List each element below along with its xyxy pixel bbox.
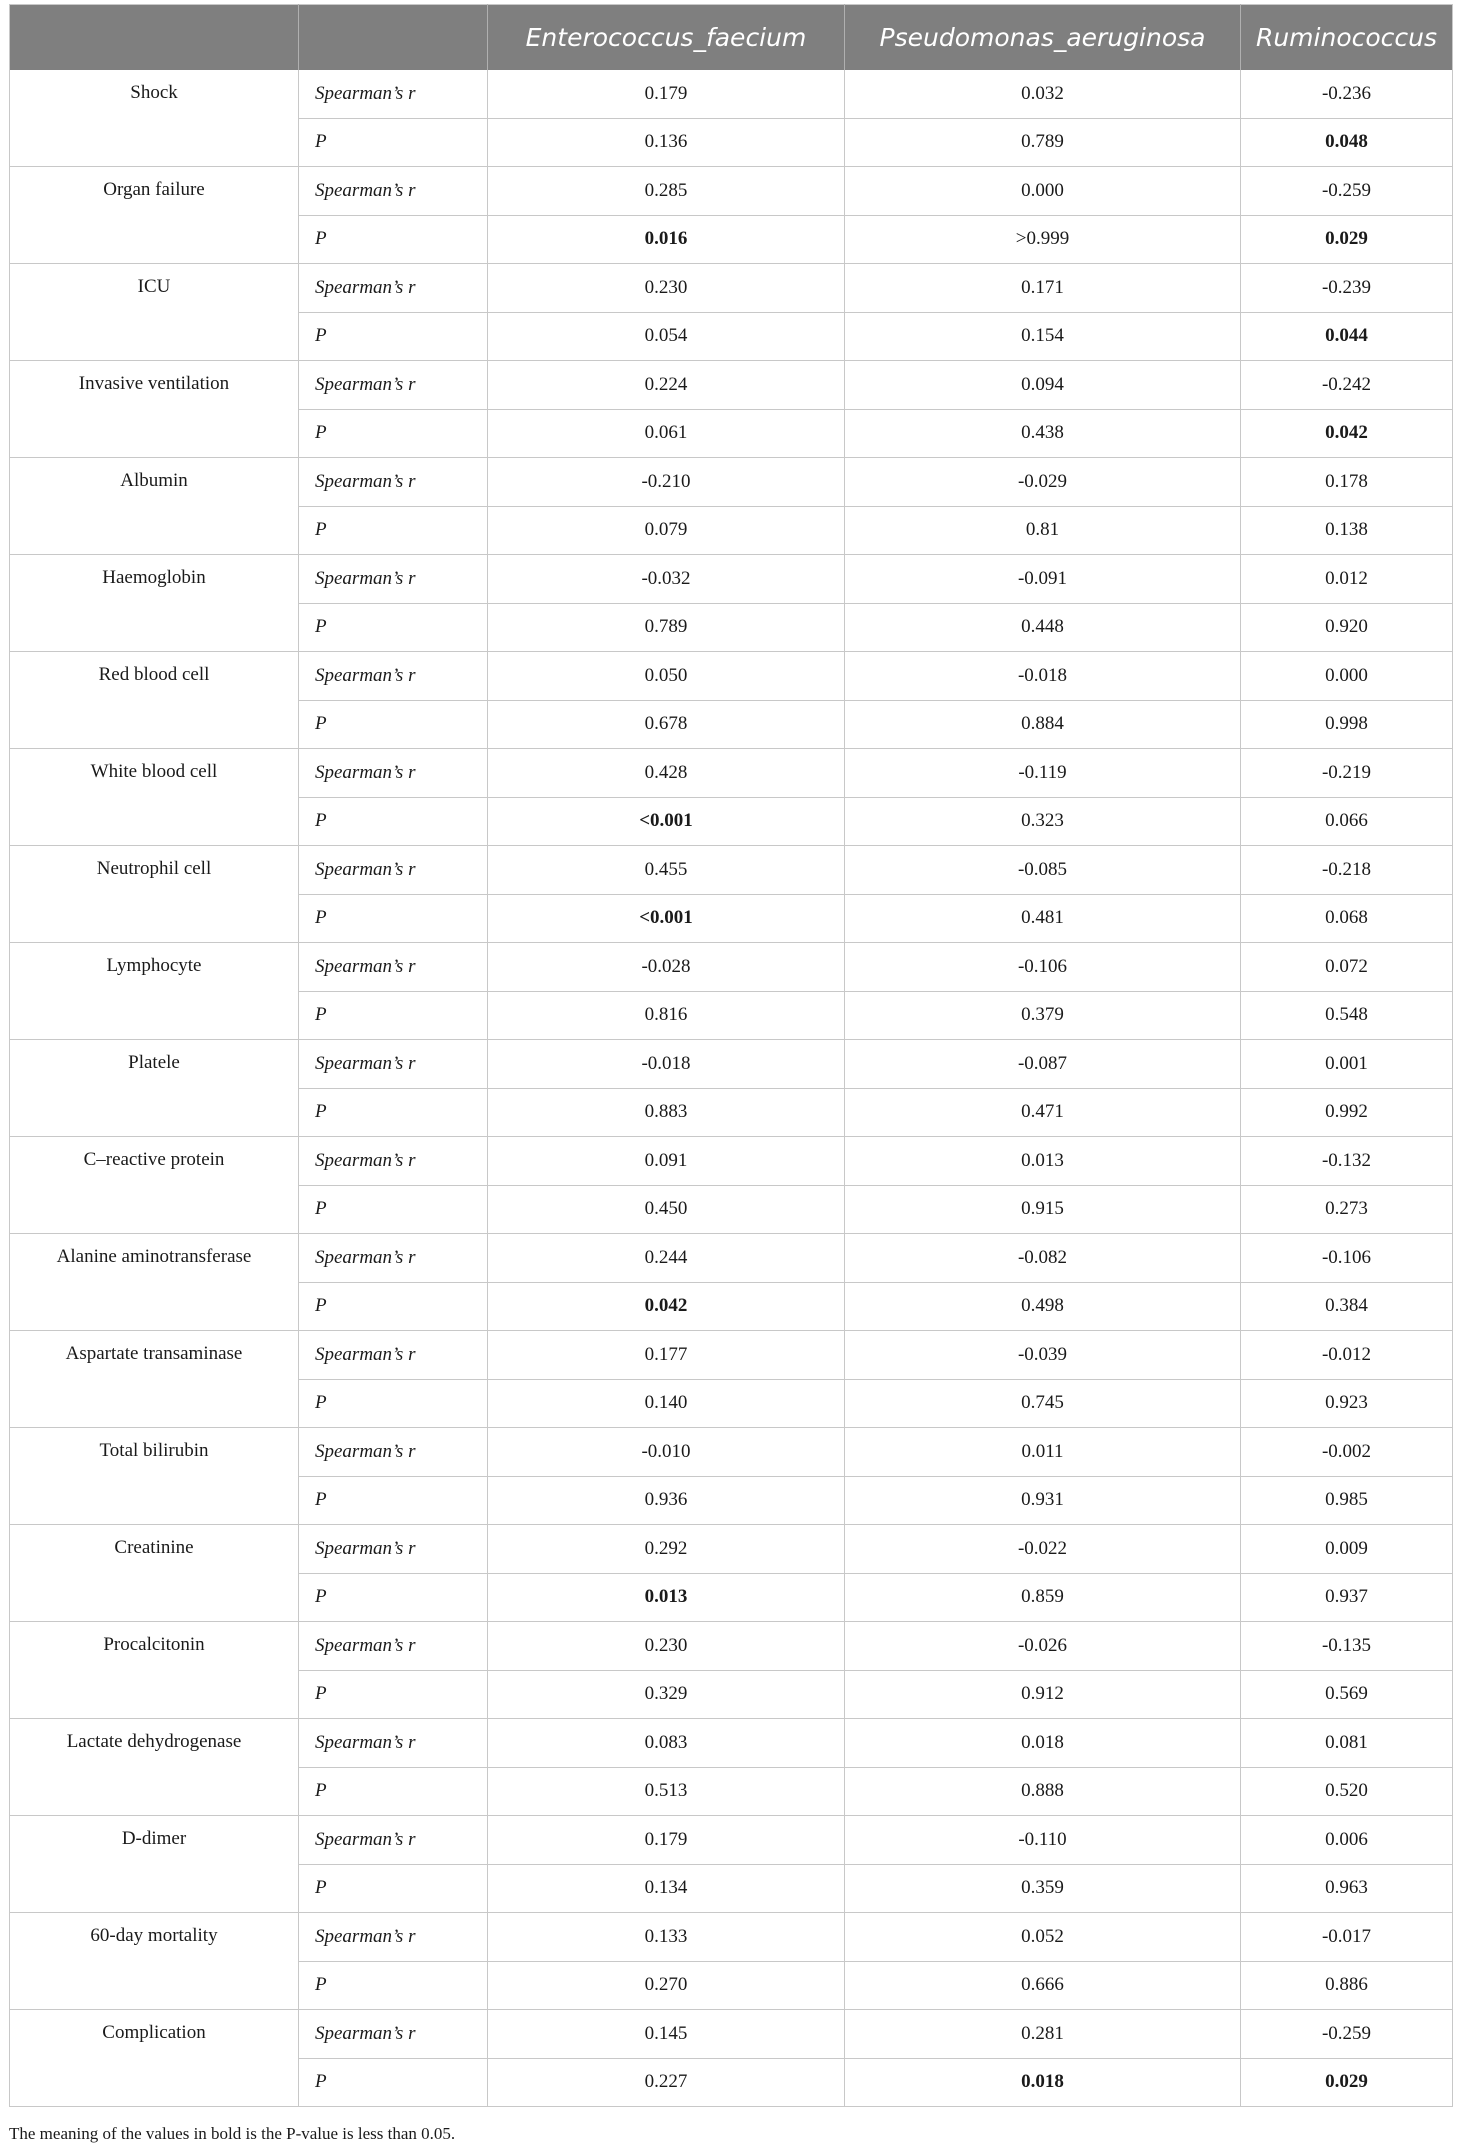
p-value-cell: 0.992 [1241,1088,1453,1137]
p-value-cell: 0.016 [488,215,845,264]
statistic-label-r: Spearman’s r [299,70,488,118]
p-value-cell: 0.548 [1241,991,1453,1040]
spearman-r-cell: 0.006 [1241,1816,1453,1865]
spearman-r-cell: -0.018 [845,652,1241,701]
spearman-r-cell: 0.012 [1241,555,1453,604]
spearman-r-cell: 0.052 [845,1913,1241,1962]
spearman-r-cell: 0.179 [488,1816,845,1865]
p-value-cell: 0.029 [1241,215,1453,264]
variable-name-cell: Albumin [10,458,299,555]
spearman-r-cell: -0.106 [845,943,1241,992]
table-row [10,1622,1453,1671]
p-value-cell: 0.745 [845,1379,1241,1428]
statistic-label-r: Spearman’s r [299,943,488,992]
p-value-cell: 0.227 [488,2058,845,2107]
p-value-cell: >0.999 [845,215,1241,264]
p-value-cell: 0.044 [1241,312,1453,361]
header-ruminococcus: Ruminococcus [1241,5,1453,71]
statistic-label-p: P [299,1767,488,1816]
table-row [10,458,1453,507]
table-row [10,1525,1453,1574]
table-row [10,652,1453,701]
statistic-label-p: P [299,1379,488,1428]
variable-name-cell: Aspartate transaminase [10,1331,299,1428]
p-value-cell: 0.912 [845,1670,1241,1719]
table-row [10,1913,1453,1962]
spearman-r-cell: 0.171 [845,264,1241,313]
variable-name-cell: D-dimer [10,1816,299,1913]
spearman-r-cell: 0.094 [845,361,1241,410]
p-value-cell: 0.323 [845,797,1241,846]
variable-name-cell: Creatinine [10,1525,299,1622]
variable-name-cell: Invasive ventilation [10,361,299,458]
statistic-label-r: Spearman’s r [299,749,488,798]
spearman-r-cell: 0.145 [488,2010,845,2059]
table-row [10,167,1453,216]
variable-name-cell: ICU [10,264,299,361]
p-value-cell: 0.359 [845,1864,1241,1913]
p-value-cell: 0.816 [488,991,845,1040]
variable-name-cell: Haemoglobin [10,555,299,652]
spearman-r-cell: -0.012 [1241,1331,1453,1380]
p-value-cell: <0.001 [488,797,845,846]
spearman-r-cell: 0.177 [488,1331,845,1380]
statistic-label-p: P [299,312,488,361]
p-value-cell: 0.079 [488,506,845,555]
statistic-label-r: Spearman’s r [299,1234,488,1283]
statistic-label-r: Spearman’s r [299,361,488,410]
p-value-cell: 0.886 [1241,1961,1453,2010]
header-pseudomonas: Pseudomonas_aeruginosa [845,5,1241,71]
statistic-label-p: P [299,1961,488,2010]
table-row [10,846,1453,895]
spearman-r-cell: -0.242 [1241,361,1453,410]
spearman-r-cell: 0.013 [845,1137,1241,1186]
spearman-r-cell: 0.083 [488,1719,845,1768]
spearman-r-cell: -0.106 [1241,1234,1453,1283]
spearman-r-cell: 0.281 [845,2010,1241,2059]
statistic-label-r: Spearman’s r [299,1428,488,1477]
table-row [10,1234,1453,1283]
spearman-r-cell: -0.028 [488,943,845,992]
variable-name-cell: 60-day mortality [10,1913,299,2010]
variable-name-cell: Neutrophil cell [10,846,299,943]
spearman-r-cell: -0.017 [1241,1913,1453,1962]
spearman-r-cell: 0.000 [845,167,1241,216]
p-value-cell: 0.81 [845,506,1241,555]
table-row [10,361,1453,410]
p-value-cell: 0.859 [845,1573,1241,1622]
p-value-cell: 0.920 [1241,603,1453,652]
header-blank-statistic [299,5,488,71]
p-value-cell: 0.915 [845,1185,1241,1234]
spearman-r-cell: -0.022 [845,1525,1241,1574]
p-value-cell: 0.931 [845,1476,1241,1525]
p-value-cell: 0.134 [488,1864,845,1913]
table-body [10,70,1453,2107]
p-value-cell: 0.273 [1241,1185,1453,1234]
statistic-label-r: Spearman’s r [299,458,488,507]
spearman-r-cell: -0.210 [488,458,845,507]
statistic-label-p: P [299,894,488,943]
statistic-label-p: P [299,603,488,652]
p-value-cell: 0.018 [845,2058,1241,2107]
statistic-label-p: P [299,1282,488,1331]
table-row [10,1331,1453,1380]
p-value-cell: 0.384 [1241,1282,1453,1331]
statistic-label-p: P [299,215,488,264]
table-header [10,5,1453,71]
variable-name-cell: Total bilirubin [10,1428,299,1525]
statistic-label-r: Spearman’s r [299,652,488,701]
p-value-cell: 0.569 [1241,1670,1453,1719]
p-value-cell: 0.136 [488,118,845,167]
spearman-r-cell: 0.018 [845,1719,1241,1768]
variable-name-cell: Complication [10,2010,299,2107]
variable-name-cell: Procalcitonin [10,1622,299,1719]
spearman-r-cell: 0.133 [488,1913,845,1962]
table-row [10,1719,1453,1768]
p-value-cell: 0.154 [845,312,1241,361]
spearman-r-cell: 0.011 [845,1428,1241,1477]
table-row [10,1040,1453,1089]
table-row [10,749,1453,798]
spearman-r-cell: -0.032 [488,555,845,604]
statistic-label-p: P [299,1864,488,1913]
variable-name-cell: White blood cell [10,749,299,846]
p-value-cell: 0.042 [488,1282,845,1331]
p-value-cell: 0.438 [845,409,1241,458]
spearman-r-cell: -0.026 [845,1622,1241,1671]
spearman-r-cell: 0.230 [488,264,845,313]
spearman-r-cell: -0.110 [845,1816,1241,1865]
p-value-cell: 0.498 [845,1282,1241,1331]
spearman-r-cell: -0.087 [845,1040,1241,1089]
spearman-r-cell: 0.178 [1241,458,1453,507]
spearman-r-cell: 0.179 [488,70,845,118]
table-footnote: The meaning of the values in bold is the P-value is less than 0.05. [9,2124,456,2143]
p-value-cell: 0.068 [1241,894,1453,943]
p-value-cell: 0.140 [488,1379,845,1428]
spearman-r-cell: -0.219 [1241,749,1453,798]
p-value-cell: 0.029 [1241,2058,1453,2107]
statistic-label-r: Spearman’s r [299,1719,488,1768]
table-row [10,1428,1453,1477]
statistic-label-p: P [299,797,488,846]
statistic-label-p: P [299,1573,488,1622]
p-value-cell: 0.923 [1241,1379,1453,1428]
p-value-cell: 0.048 [1241,118,1453,167]
table-row [10,555,1453,604]
p-value-cell: 0.329 [488,1670,845,1719]
statistic-label-p: P [299,409,488,458]
spearman-r-cell: 0.009 [1241,1525,1453,1574]
variable-name-cell: Shock [10,70,299,167]
p-value-cell: 0.789 [488,603,845,652]
statistic-label-p: P [299,700,488,749]
statistic-label-p: P [299,118,488,167]
p-value-cell: 0.985 [1241,1476,1453,1525]
header-enterococcus: Enterococcus_faecium [488,5,845,71]
spearman-r-cell: -0.091 [845,555,1241,604]
header-blank-variable [10,5,299,71]
statistic-label-r: Spearman’s r [299,1040,488,1089]
p-value-cell: 0.379 [845,991,1241,1040]
table-row [10,943,1453,992]
spearman-r-cell: 0.032 [845,70,1241,118]
spearman-r-cell: -0.239 [1241,264,1453,313]
p-value-cell: 0.789 [845,118,1241,167]
statistic-label-p: P [299,1185,488,1234]
statistic-label-p: P [299,1476,488,1525]
table-row [10,1816,1453,1865]
table-row [10,2010,1453,2059]
spearman-r-cell: 0.050 [488,652,845,701]
statistic-label-r: Spearman’s r [299,1331,488,1380]
statistic-label-r: Spearman’s r [299,1913,488,1962]
table-container [9,4,1452,2107]
correlation-table [9,4,1453,2107]
p-value-cell: 0.471 [845,1088,1241,1137]
table-row [10,70,1453,118]
table-row [10,1137,1453,1186]
p-value-cell: 0.270 [488,1961,845,2010]
statistic-label-p: P [299,991,488,1040]
statistic-label-r: Spearman’s r [299,1137,488,1186]
spearman-r-cell: -0.119 [845,749,1241,798]
spearman-r-cell: 0.072 [1241,943,1453,992]
p-value-cell: 0.678 [488,700,845,749]
spearman-r-cell: -0.010 [488,1428,845,1477]
p-value-cell: 0.138 [1241,506,1453,555]
spearman-r-cell: 0.001 [1241,1040,1453,1089]
p-value-cell: 0.884 [845,700,1241,749]
p-value-cell: 0.061 [488,409,845,458]
spearman-r-cell: -0.085 [845,846,1241,895]
p-value-cell: 0.013 [488,1573,845,1622]
spearman-r-cell: 0.455 [488,846,845,895]
statistic-label-r: Spearman’s r [299,2010,488,2059]
variable-name-cell: Alanine aminotransferase [10,1234,299,1331]
variable-name-cell: Platele [10,1040,299,1137]
p-value-cell: 0.513 [488,1767,845,1816]
p-value-cell: 0.888 [845,1767,1241,1816]
statistic-label-r: Spearman’s r [299,1622,488,1671]
spearman-r-cell: -0.132 [1241,1137,1453,1186]
spearman-r-cell: 0.285 [488,167,845,216]
spearman-r-cell: 0.000 [1241,652,1453,701]
spearman-r-cell: -0.218 [1241,846,1453,895]
spearman-r-cell: 0.428 [488,749,845,798]
statistic-label-r: Spearman’s r [299,167,488,216]
statistic-label-p: P [299,1670,488,1719]
p-value-cell: 0.520 [1241,1767,1453,1816]
variable-name-cell: Red blood cell [10,652,299,749]
spearman-r-cell: 0.292 [488,1525,845,1574]
spearman-r-cell: -0.029 [845,458,1241,507]
statistic-label-p: P [299,1088,488,1137]
statistic-label-r: Spearman’s r [299,264,488,313]
spearman-r-cell: 0.224 [488,361,845,410]
p-value-cell: 0.937 [1241,1573,1453,1622]
p-value-cell: 0.963 [1241,1864,1453,1913]
spearman-r-cell: -0.135 [1241,1622,1453,1671]
spearman-r-cell: 0.230 [488,1622,845,1671]
statistic-label-r: Spearman’s r [299,555,488,604]
statistic-label-p: P [299,506,488,555]
p-value-cell: <0.001 [488,894,845,943]
spearman-r-cell: -0.018 [488,1040,845,1089]
p-value-cell: 0.936 [488,1476,845,1525]
statistic-label-p: P [299,2058,488,2107]
p-value-cell: 0.448 [845,603,1241,652]
variable-name-cell: Lactate dehydrogenase [10,1719,299,1816]
spearman-r-cell: -0.002 [1241,1428,1453,1477]
variable-name-cell: C–reactive protein [10,1137,299,1234]
variable-name-cell: Organ failure [10,167,299,264]
p-value-cell: 0.666 [845,1961,1241,2010]
p-value-cell: 0.450 [488,1185,845,1234]
table-row [10,264,1453,313]
spearman-r-cell: -0.082 [845,1234,1241,1283]
statistic-label-r: Spearman’s r [299,846,488,895]
spearman-r-cell: -0.039 [845,1331,1241,1380]
spearman-r-cell: -0.236 [1241,70,1453,118]
statistic-label-r: Spearman’s r [299,1525,488,1574]
p-value-cell: 0.998 [1241,700,1453,749]
spearman-r-cell: 0.244 [488,1234,845,1283]
p-value-cell: 0.054 [488,312,845,361]
spearman-r-cell: 0.081 [1241,1719,1453,1768]
spearman-r-cell: 0.091 [488,1137,845,1186]
statistic-label-r: Spearman’s r [299,1816,488,1865]
p-value-cell: 0.481 [845,894,1241,943]
variable-name-cell: Lymphocyte [10,943,299,1040]
p-value-cell: 0.066 [1241,797,1453,846]
spearman-r-cell: -0.259 [1241,167,1453,216]
header-row [10,5,1453,71]
p-value-cell: 0.883 [488,1088,845,1137]
spearman-r-cell: -0.259 [1241,2010,1453,2059]
p-value-cell: 0.042 [1241,409,1453,458]
